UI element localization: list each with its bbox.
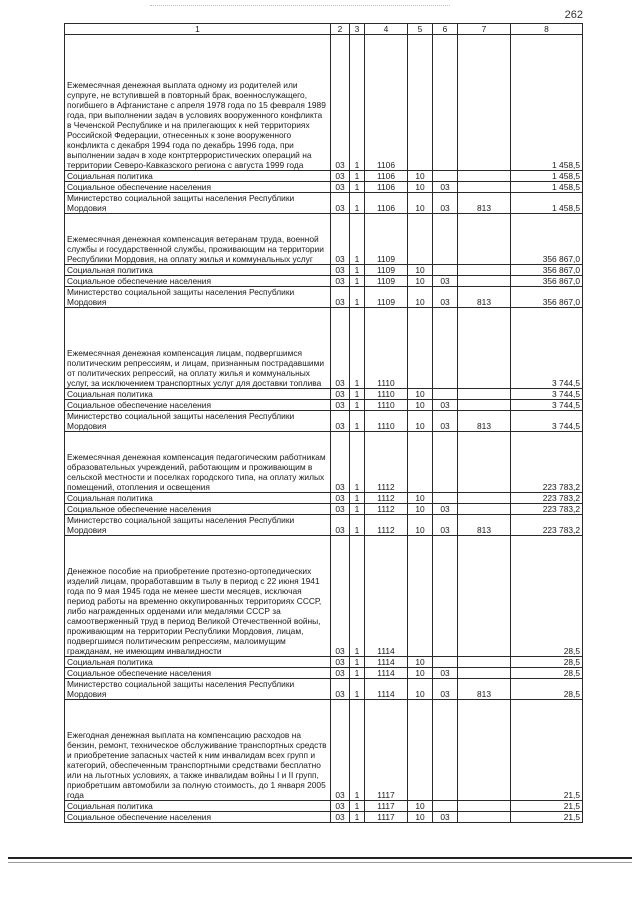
row-value-cell bbox=[433, 389, 458, 400]
table-row bbox=[65, 389, 583, 400]
row-value-cell: 1109 bbox=[365, 265, 408, 276]
row-value-cell: 03 bbox=[331, 493, 350, 504]
row-value-cell bbox=[458, 389, 511, 400]
top-scan-rule bbox=[150, 5, 450, 6]
header-cell: 7 bbox=[458, 24, 511, 35]
row-value-cell bbox=[433, 657, 458, 668]
row-value-cell bbox=[458, 657, 511, 668]
row-value-cell bbox=[433, 308, 458, 389]
row-value-cell: 1109 bbox=[365, 276, 408, 287]
row-value-cell: 223 783,2 bbox=[511, 432, 583, 493]
row-value-cell: 3 744,5 bbox=[511, 400, 583, 411]
row-value-cell: 1 bbox=[350, 536, 365, 657]
row-value-cell: 03 bbox=[433, 504, 458, 515]
row-value-cell bbox=[433, 536, 458, 657]
header-cell: 5 bbox=[408, 24, 433, 35]
row-value-cell: 223 783,2 bbox=[511, 504, 583, 515]
row-value-cell: 1112 bbox=[365, 515, 408, 536]
row-description-cell: Министерство социальной защиты населения Республики Мордовия bbox=[65, 679, 331, 700]
row-value-cell: 1 bbox=[350, 432, 365, 493]
row-value-cell bbox=[433, 35, 458, 171]
row-value-cell bbox=[458, 432, 511, 493]
row-value-cell: 03 bbox=[433, 812, 458, 823]
row-value-cell: 03 bbox=[331, 171, 350, 182]
row-value-cell: 03 bbox=[331, 265, 350, 276]
row-description-cell: Социальная политика bbox=[65, 657, 331, 668]
row-value-cell: 1 bbox=[350, 812, 365, 823]
row-value-cell: 1112 bbox=[365, 504, 408, 515]
row-value-cell: 03 bbox=[331, 668, 350, 679]
row-value-cell: 03 bbox=[433, 182, 458, 193]
table-row bbox=[65, 515, 583, 536]
table-row bbox=[65, 432, 583, 493]
page-number: 262 bbox=[564, 9, 583, 21]
row-value-cell bbox=[408, 536, 433, 657]
header-cell: 2 bbox=[331, 24, 350, 35]
table-row bbox=[65, 214, 583, 265]
row-value-cell: 1110 bbox=[365, 400, 408, 411]
bottom-scan-rule bbox=[8, 857, 632, 859]
row-value-cell: 1114 bbox=[365, 679, 408, 700]
row-value-cell: 03 bbox=[331, 432, 350, 493]
row-value-cell: 03 bbox=[331, 411, 350, 432]
row-value-cell: 3 744,5 bbox=[511, 411, 583, 432]
row-value-cell bbox=[458, 265, 511, 276]
row-value-cell: 03 bbox=[331, 536, 350, 657]
table-row bbox=[65, 35, 583, 171]
table-row bbox=[65, 276, 583, 287]
row-value-cell: 1 bbox=[350, 265, 365, 276]
header-cell: 4 bbox=[365, 24, 408, 35]
row-value-cell: 10 bbox=[408, 515, 433, 536]
row-value-cell: 1114 bbox=[365, 536, 408, 657]
row-value-cell bbox=[458, 214, 511, 265]
row-value-cell bbox=[433, 493, 458, 504]
row-value-cell: 10 bbox=[408, 668, 433, 679]
row-value-cell: 03 bbox=[331, 276, 350, 287]
row-value-cell: 1 bbox=[350, 182, 365, 193]
row-value-cell: 03 bbox=[433, 287, 458, 308]
budget-table bbox=[64, 23, 583, 823]
row-value-cell: 3 744,5 bbox=[511, 308, 583, 389]
row-value-cell: 10 bbox=[408, 182, 433, 193]
table-row bbox=[65, 182, 583, 193]
row-value-cell: 10 bbox=[408, 801, 433, 812]
row-description-cell: Социальная политика bbox=[65, 171, 331, 182]
row-value-cell: 03 bbox=[433, 668, 458, 679]
row-description-cell: Социальная политика bbox=[65, 493, 331, 504]
row-value-cell: 1106 bbox=[365, 171, 408, 182]
row-value-cell: 03 bbox=[331, 287, 350, 308]
row-description-cell: Денежное пособие на приобретение протезно-ортопедических изделий лицам, проработавшим в тылу в период с 22 июня 1941 года по 9 мая 1945 года не менее шести месяцев, исключая период работы на временно оккупированных территориях СССР, либо награжденных орденами или медалями СССР за самоотверженный труд в период Великой Отечественной войны, проживающим на территории Республики Мордовия, лицам, подвергшимся политическим репрессиям, малоимущим гражданам, не имеющим инвалидности bbox=[65, 536, 331, 657]
row-description-cell: Социальная политика bbox=[65, 389, 331, 400]
row-value-cell: 10 bbox=[408, 657, 433, 668]
row-value-cell: 21,5 bbox=[511, 812, 583, 823]
row-value-cell: 10 bbox=[408, 265, 433, 276]
row-value-cell: 1106 bbox=[365, 35, 408, 171]
row-value-cell: 10 bbox=[408, 287, 433, 308]
row-value-cell bbox=[433, 801, 458, 812]
row-value-cell: 1 bbox=[350, 493, 365, 504]
row-value-cell bbox=[458, 400, 511, 411]
row-value-cell: 356 867,0 bbox=[511, 214, 583, 265]
table-row bbox=[65, 308, 583, 389]
row-value-cell: 03 bbox=[433, 411, 458, 432]
row-description-cell: Социальное обеспечение населения bbox=[65, 182, 331, 193]
row-value-cell: 1 458,5 bbox=[511, 193, 583, 214]
row-value-cell: 03 bbox=[331, 35, 350, 171]
header-cell: 6 bbox=[433, 24, 458, 35]
row-value-cell: 28,5 bbox=[511, 668, 583, 679]
row-value-cell bbox=[458, 182, 511, 193]
row-value-cell bbox=[458, 308, 511, 389]
row-value-cell bbox=[408, 432, 433, 493]
row-value-cell: 1 bbox=[350, 171, 365, 182]
row-description-cell: Ежегодная денежная выплата на компенсацию расходов на бензин, ремонт, техническое обслуживание транспортных средств и приобретение запасных частей к ним инвалидам всех групп и категорий, обеспеченным транспортными средствами бесплатно или на льготных условиях, а также инвалидам войны I и II групп, приобретшим автомобили за полную стоимость, до 1 января 2005 года bbox=[65, 700, 331, 801]
row-value-cell: 1109 bbox=[365, 214, 408, 265]
row-value-cell: 03 bbox=[433, 276, 458, 287]
row-value-cell: 10 bbox=[408, 400, 433, 411]
row-value-cell: 21,5 bbox=[511, 700, 583, 801]
row-value-cell: 1 bbox=[350, 400, 365, 411]
row-value-cell: 356 867,0 bbox=[511, 265, 583, 276]
row-description-cell: Социальная политика bbox=[65, 801, 331, 812]
row-value-cell: 1114 bbox=[365, 657, 408, 668]
row-value-cell bbox=[458, 493, 511, 504]
row-value-cell: 813 bbox=[458, 193, 511, 214]
row-value-cell: 03 bbox=[433, 515, 458, 536]
row-value-cell: 1112 bbox=[365, 493, 408, 504]
row-value-cell bbox=[433, 214, 458, 265]
table-row bbox=[65, 171, 583, 182]
row-value-cell: 1 bbox=[350, 411, 365, 432]
row-description-cell: Социальная политика bbox=[65, 265, 331, 276]
row-value-cell: 1114 bbox=[365, 668, 408, 679]
row-value-cell bbox=[408, 308, 433, 389]
row-value-cell: 1 458,5 bbox=[511, 35, 583, 171]
row-value-cell: 28,5 bbox=[511, 679, 583, 700]
row-description-cell: Социальное обеспечение населения bbox=[65, 400, 331, 411]
table-row bbox=[65, 812, 583, 823]
table-row bbox=[65, 287, 583, 308]
table-row bbox=[65, 536, 583, 657]
row-value-cell bbox=[458, 812, 511, 823]
table-header-row bbox=[65, 24, 583, 35]
row-value-cell: 03 bbox=[331, 214, 350, 265]
row-value-cell bbox=[433, 265, 458, 276]
row-value-cell bbox=[458, 536, 511, 657]
row-value-cell: 10 bbox=[408, 389, 433, 400]
row-value-cell: 10 bbox=[408, 193, 433, 214]
row-value-cell: 03 bbox=[331, 657, 350, 668]
row-value-cell: 1106 bbox=[365, 193, 408, 214]
row-value-cell: 03 bbox=[331, 515, 350, 536]
row-value-cell: 03 bbox=[433, 679, 458, 700]
row-description-cell: Министерство социальной защиты населения Республики Мордовия bbox=[65, 515, 331, 536]
row-value-cell: 1 bbox=[350, 35, 365, 171]
row-value-cell: 28,5 bbox=[511, 657, 583, 668]
row-value-cell: 10 bbox=[408, 171, 433, 182]
header-cell: 1 bbox=[65, 24, 331, 35]
row-description-cell: Ежемесячная денежная выплата одному из родителей или супруге, не вступившей в повторный брак, военнослужащего, погибшего в Афганистане с апреля 1978 года по 15 февраля 1989 года, при выполнении задач в условиях вооруженного конфликта в Чеченской Республике и на прилегающих к ней территориях Российской Федерации, отнесенных к зоне вооруженного конфликта с декабря 1994 года по декабрь 1996 года, при выполнении задач в ходе контртеррористических операций на территории Северо-Кавказского региона с августа 1999 года bbox=[65, 35, 331, 171]
row-description-cell: Министерство социальной защиты населения Республики Мордовия bbox=[65, 193, 331, 214]
row-value-cell bbox=[458, 276, 511, 287]
row-value-cell: 1 bbox=[350, 287, 365, 308]
row-value-cell: 03 bbox=[331, 812, 350, 823]
row-value-cell bbox=[458, 171, 511, 182]
row-value-cell: 03 bbox=[331, 700, 350, 801]
row-value-cell bbox=[408, 35, 433, 171]
header-cell: 8 bbox=[511, 24, 583, 35]
row-value-cell bbox=[458, 504, 511, 515]
table-row bbox=[65, 700, 583, 801]
row-value-cell: 356 867,0 bbox=[511, 287, 583, 308]
row-value-cell: 1 458,5 bbox=[511, 171, 583, 182]
row-value-cell: 10 bbox=[408, 411, 433, 432]
row-value-cell: 1106 bbox=[365, 182, 408, 193]
header-cell: 3 bbox=[350, 24, 365, 35]
table-row bbox=[65, 265, 583, 276]
row-value-cell: 1110 bbox=[365, 411, 408, 432]
row-description-cell: Министерство социальной защиты населения Республики Мордовия bbox=[65, 411, 331, 432]
row-value-cell: 1112 bbox=[365, 432, 408, 493]
row-value-cell bbox=[458, 35, 511, 171]
table-row bbox=[65, 411, 583, 432]
row-value-cell: 1 bbox=[350, 308, 365, 389]
row-value-cell bbox=[408, 214, 433, 265]
row-value-cell: 1 bbox=[350, 700, 365, 801]
row-value-cell: 03 bbox=[433, 193, 458, 214]
table-row bbox=[65, 493, 583, 504]
row-value-cell: 1 bbox=[350, 668, 365, 679]
table-row bbox=[65, 801, 583, 812]
budget-table-body bbox=[65, 24, 583, 823]
row-value-cell: 1 bbox=[350, 657, 365, 668]
row-value-cell: 223 783,2 bbox=[511, 515, 583, 536]
row-value-cell: 03 bbox=[433, 400, 458, 411]
row-value-cell: 1 bbox=[350, 504, 365, 515]
table-row bbox=[65, 657, 583, 668]
row-value-cell: 1 bbox=[350, 801, 365, 812]
row-value-cell: 1110 bbox=[365, 389, 408, 400]
row-value-cell: 813 bbox=[458, 679, 511, 700]
row-description-cell: Социальное обеспечение населения bbox=[65, 812, 331, 823]
row-value-cell: 10 bbox=[408, 276, 433, 287]
row-value-cell: 10 bbox=[408, 679, 433, 700]
row-value-cell: 03 bbox=[331, 389, 350, 400]
row-value-cell bbox=[433, 171, 458, 182]
row-value-cell: 10 bbox=[408, 812, 433, 823]
row-value-cell: 1 bbox=[350, 679, 365, 700]
row-value-cell: 1110 bbox=[365, 308, 408, 389]
row-value-cell: 1 bbox=[350, 193, 365, 214]
row-value-cell bbox=[433, 700, 458, 801]
row-value-cell: 21,5 bbox=[511, 801, 583, 812]
row-value-cell bbox=[458, 801, 511, 812]
row-value-cell: 1 bbox=[350, 389, 365, 400]
row-value-cell: 03 bbox=[331, 679, 350, 700]
row-description-cell: Ежемесячная денежная компенсация ветеранам труда, военной службы и государственной службы, проживающим на территории Республики Мордовия, на оплату жилья и коммунальных услуг bbox=[65, 214, 331, 265]
row-value-cell: 813 bbox=[458, 411, 511, 432]
row-description-cell: Ежемесячная денежная компенсация лицам, подвергшимся политическим репрессиям, и лицам, признанным пострадавшими от политических репрессий, на оплату жилья и коммунальных услуг, за исключением транспортных услуг для доставки топлива bbox=[65, 308, 331, 389]
row-value-cell: 1117 bbox=[365, 801, 408, 812]
row-value-cell: 3 744,5 bbox=[511, 389, 583, 400]
row-value-cell bbox=[458, 700, 511, 801]
row-value-cell: 10 bbox=[408, 504, 433, 515]
row-description-cell: Ежемесячная денежная компенсация педагогическим работникам образовательных учреждений, работающим и проживающим в сельской местности и поселках городского типа, на оплату жилых помещений, отопления и освещения bbox=[65, 432, 331, 493]
row-value-cell: 03 bbox=[331, 504, 350, 515]
row-description-cell: Социальное обеспечение населения bbox=[65, 504, 331, 515]
row-value-cell: 813 bbox=[458, 287, 511, 308]
row-value-cell bbox=[408, 700, 433, 801]
row-value-cell: 28,5 bbox=[511, 536, 583, 657]
row-value-cell: 1 bbox=[350, 276, 365, 287]
row-value-cell: 1 bbox=[350, 214, 365, 265]
table-row bbox=[65, 679, 583, 700]
row-value-cell bbox=[433, 432, 458, 493]
row-description-cell: Министерство социальной защиты населения Республики Мордовия bbox=[65, 287, 331, 308]
row-value-cell: 03 bbox=[331, 182, 350, 193]
row-value-cell: 1109 bbox=[365, 287, 408, 308]
row-value-cell: 1 458,5 bbox=[511, 182, 583, 193]
row-value-cell: 1117 bbox=[365, 700, 408, 801]
row-description-cell: Социальное обеспечение населения bbox=[65, 668, 331, 679]
row-value-cell: 10 bbox=[408, 493, 433, 504]
row-value-cell: 03 bbox=[331, 400, 350, 411]
row-value-cell: 356 867,0 bbox=[511, 276, 583, 287]
row-value-cell: 813 bbox=[458, 515, 511, 536]
table-row bbox=[65, 193, 583, 214]
table-row bbox=[65, 400, 583, 411]
row-value-cell: 03 bbox=[331, 801, 350, 812]
row-value-cell: 1 bbox=[350, 515, 365, 536]
row-value-cell: 03 bbox=[331, 308, 350, 389]
row-value-cell: 223 783,2 bbox=[511, 493, 583, 504]
table-row bbox=[65, 668, 583, 679]
row-value-cell bbox=[458, 668, 511, 679]
row-value-cell: 1117 bbox=[365, 812, 408, 823]
table-row bbox=[65, 504, 583, 515]
row-description-cell: Социальное обеспечение населения bbox=[65, 276, 331, 287]
bottom-scan-rule-thin bbox=[8, 862, 632, 863]
row-value-cell: 03 bbox=[331, 193, 350, 214]
